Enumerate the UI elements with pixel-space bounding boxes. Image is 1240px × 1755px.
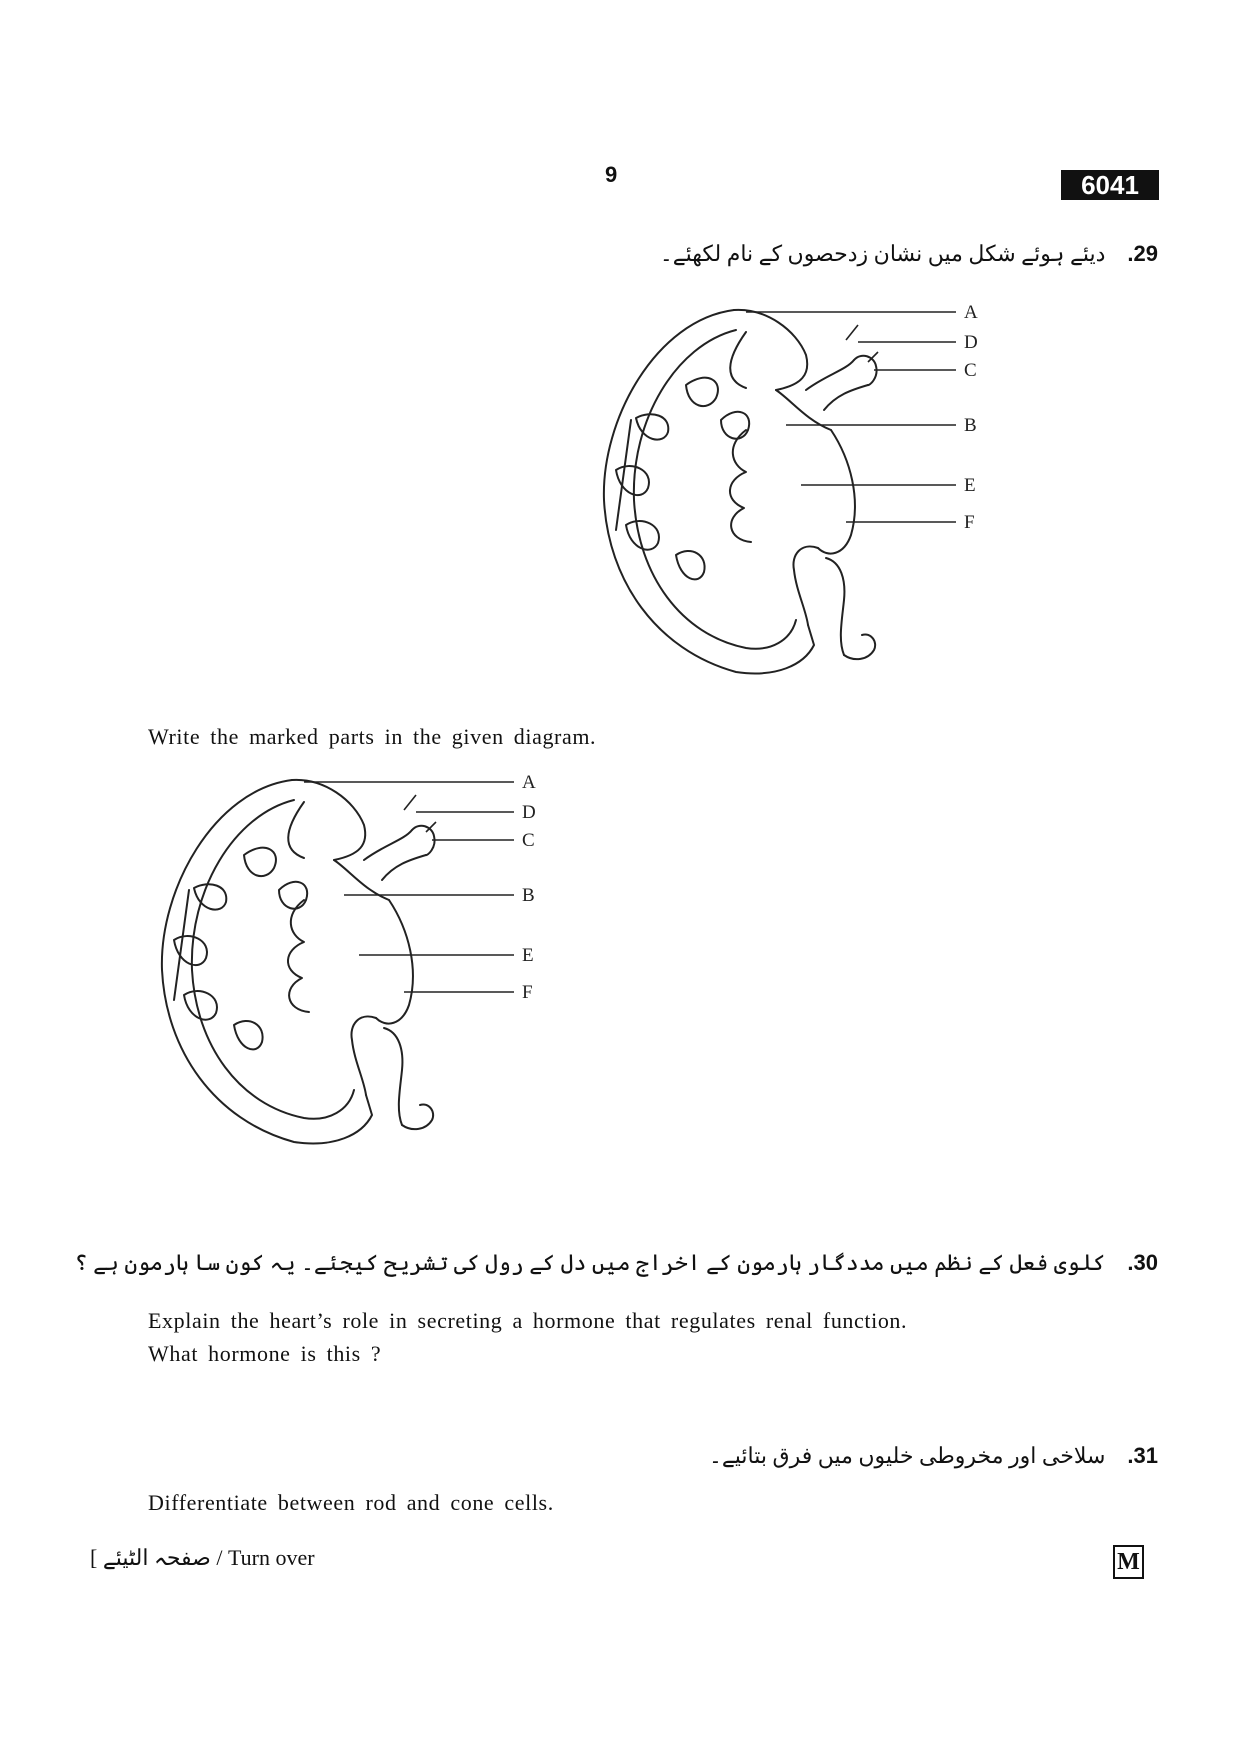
question-29-english: Write the marked parts in the given diagram. (148, 724, 597, 749)
question-30-english-line-2: What hormone is this ? (148, 1341, 382, 1366)
cortex-line (616, 420, 631, 530)
footer-bracket: [ (90, 1545, 98, 1570)
ureter-right (384, 1028, 402, 1125)
footer-urdu-turn-over: صفحہ الٹیئے (102, 1545, 211, 1570)
cortex-medulla-border (288, 802, 304, 858)
diagram-label-f: F (964, 512, 975, 533)
renal-vein-bottom (824, 385, 868, 410)
diagram-label-b: B (522, 885, 535, 906)
renal-pyramid (279, 882, 307, 909)
kidney-diagram-english (154, 770, 654, 1150)
renal-artery-top (364, 830, 412, 860)
arrow-in (404, 795, 416, 810)
renal-column-wave (288, 900, 309, 1012)
diagram-label-f: F (522, 982, 533, 1003)
question-29-number: .29 (1127, 241, 1158, 266)
ureter-end (402, 1104, 433, 1129)
kidney-diagram-urdu (596, 300, 1096, 680)
question-29-urdu-text: دیئے ہوئے شکل میں نشان زدحصوں کے نام لکھئے۔ (659, 241, 1106, 266)
question-30-english-line-1: Explain the heart’s role in secreting a hormone that regulates renal function. (148, 1308, 908, 1333)
kidney-cortex-inner (634, 330, 796, 649)
ureter-left (351, 1017, 376, 1095)
diagram-label-a: A (522, 772, 536, 793)
renal-sinus-edge (334, 860, 389, 900)
page-number: 9 (605, 162, 618, 187)
cortex-medulla-border (730, 332, 746, 388)
question-31-urdu-text: سلاخی اور مخروطی خلیوں میں فرق بتائیے۔ (709, 1443, 1106, 1468)
ureter-end (844, 634, 875, 659)
question-29-urdu (660, 241, 1158, 267)
question-31-english: Differentiate between rod and cone cells. (148, 1490, 554, 1515)
renal-pyramid (234, 1021, 263, 1049)
question-31-urdu (709, 1443, 1158, 1469)
kidney-top-lobe (292, 780, 365, 860)
question-30-urdu (75, 1250, 1158, 1276)
renal-artery-top (806, 360, 854, 390)
arrow-in (846, 325, 858, 340)
diagram-label-e: E (964, 475, 976, 496)
cortex-line (174, 890, 189, 1000)
medium-mark-box: M (1113, 1545, 1144, 1579)
diagram-label-d: D (522, 802, 536, 823)
diagram-label-d: D (964, 332, 978, 353)
question-31-number: .31 (1127, 1443, 1158, 1468)
renal-vein-bottom (382, 855, 426, 880)
footer-separator: / (216, 1545, 223, 1570)
diagram-label-c: C (964, 360, 977, 381)
turn-over-note (90, 1545, 315, 1571)
kidney-outer-capsule (604, 310, 814, 673)
renal-vessel-cut (412, 826, 435, 855)
paper-code-badge: 6041 (1061, 170, 1159, 200)
footer-turn-over: Turn over (227, 1545, 315, 1570)
renal-vessel-cut (854, 356, 877, 385)
question-30-number: .30 (1127, 1250, 1158, 1275)
renal-pelvis (818, 430, 855, 554)
ureter-right (826, 558, 844, 655)
diagram-label-a: A (964, 302, 978, 323)
diagram-label-c: C (522, 830, 535, 851)
ureter-left (793, 547, 818, 625)
renal-pyramid (686, 378, 718, 406)
renal-pelvis (376, 900, 413, 1024)
renal-column-wave (730, 430, 751, 542)
diagram-label-b: B (964, 415, 977, 436)
kidney-top-lobe (734, 310, 807, 390)
renal-sinus-edge (776, 390, 831, 430)
renal-pyramid (244, 848, 276, 876)
question-30-urdu-text: کلوی فعل کے نظم میں مددگار ہارمون کے اخراج میں دل کے رول کی تشریح کیجئے۔ یہ کون سا ہارمون ہے ؟ (74, 1250, 1106, 1275)
kidney-cortex-inner (192, 800, 354, 1119)
renal-pyramid (676, 551, 705, 579)
diagram-label-e: E (522, 945, 534, 966)
renal-pyramid (721, 412, 749, 439)
kidney-outer-capsule (162, 780, 372, 1143)
question-30-english (148, 1304, 907, 1370)
